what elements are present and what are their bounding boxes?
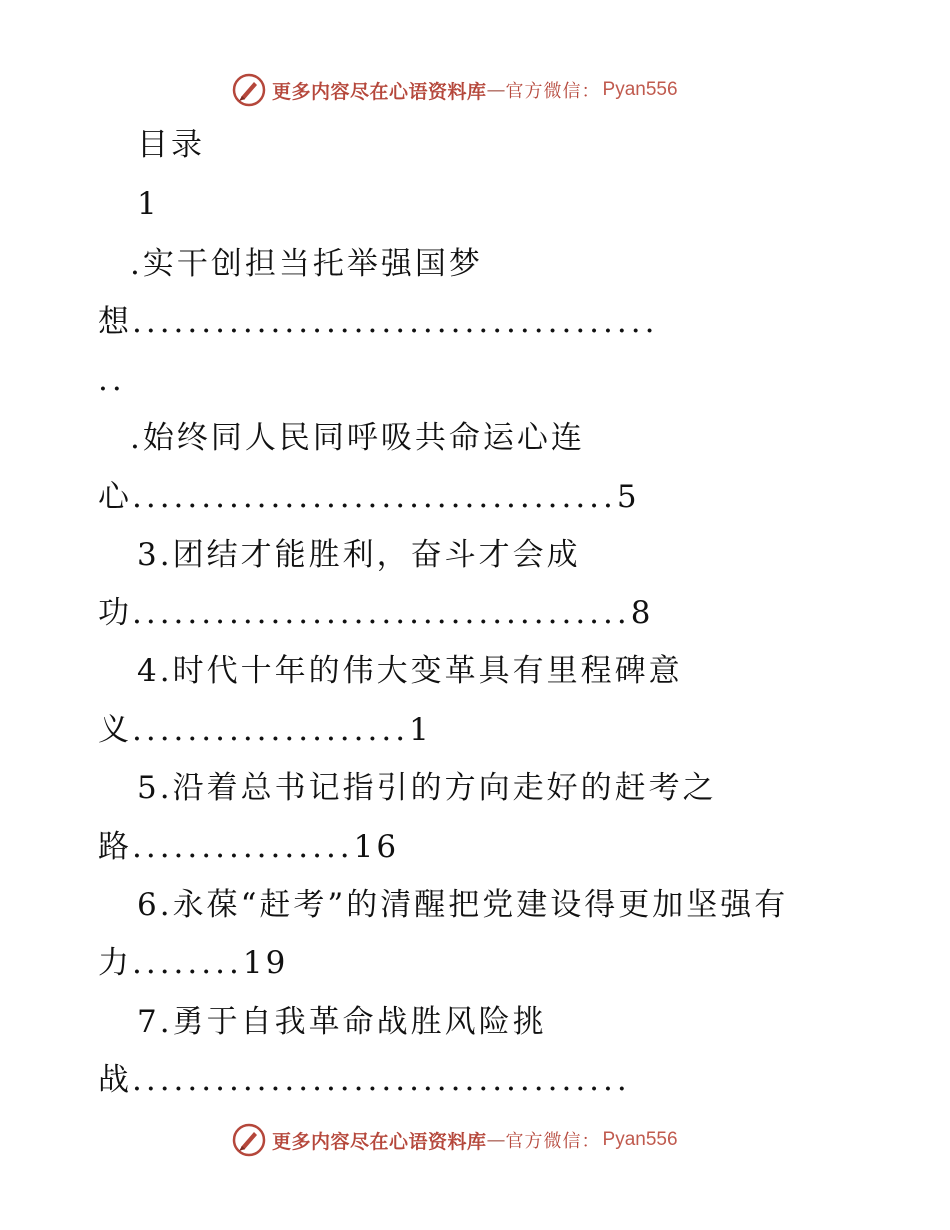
- toc-entry-tail: 义: [98, 712, 132, 748]
- toc-page-number: 1: [137, 186, 160, 222]
- toc-entry-tail: 想: [98, 304, 132, 340]
- toc-entry-tail: 战: [98, 1062, 132, 1098]
- toc-leader-dots: ......................................: [132, 304, 659, 340]
- toc-entry-tail: 力: [98, 945, 132, 981]
- toc-entry-leader: [98, 827, 399, 867]
- toc-entry-title: 5.沿着总书记指引的方向走好的赶考之: [137, 770, 717, 806]
- toc-entry-tail: 路: [98, 829, 132, 865]
- banner-brand: 更多内容尽在心语资料库: [272, 1130, 487, 1153]
- banner-wechat-label: 官方微信：: [505, 81, 601, 102]
- toc-entry-page: 8: [630, 595, 654, 631]
- toc-entry-title: .始终同人民同呼吸共命运心连: [130, 420, 585, 456]
- toc-entry-leader: [98, 593, 653, 633]
- toc-entry-leader: [98, 710, 432, 750]
- toc-entry-title: 7.勇于自我革命战胜风险挑: [137, 1004, 547, 1040]
- toc-entry-page: 19: [242, 945, 289, 981]
- toc-entry-tail: 功: [98, 595, 132, 631]
- banner-wechat-id: Pyan556: [602, 1129, 678, 1150]
- banner-brand: 更多内容尽在心语资料库: [272, 80, 487, 103]
- toc-entry-title: 3.团结才能胜利，奋斗才会成: [137, 537, 581, 573]
- toc-entry-leader: [98, 1060, 631, 1100]
- toc-leader-dots: ....................................: [132, 1062, 631, 1098]
- toc-entry-leader: [98, 943, 288, 983]
- footer-watermark: [232, 1120, 678, 1160]
- pen-logo-icon: [232, 1123, 266, 1157]
- toc-entry-page: 5: [616, 479, 640, 515]
- toc-leader-dots: ....................: [132, 712, 410, 748]
- toc-entry-title: 4.时代十年的伟大变革具有里程碑意: [137, 653, 683, 689]
- toc-title: 目录: [137, 127, 205, 163]
- toc-entry-tail: 心: [98, 479, 132, 515]
- toc-entry-title: .实干创担当托举强国梦: [130, 246, 483, 282]
- banner-separator: —: [486, 79, 506, 101]
- toc-entry-leader: [98, 477, 640, 517]
- toc-entry-page: 1: [409, 712, 432, 748]
- toc-leader-dots: ...................................: [132, 479, 617, 515]
- banner-separator: —: [486, 1129, 506, 1151]
- toc-entry-leader: [98, 302, 658, 342]
- toc-leader-dots: ....................................: [132, 595, 631, 631]
- banner-wechat-id: Pyan556: [602, 79, 678, 100]
- toc-leader-dots: ................: [132, 829, 354, 865]
- toc-leader-continuation: [98, 360, 126, 400]
- toc-entry-page: 16: [353, 829, 400, 865]
- toc-leader-dots: ..: [98, 362, 126, 398]
- toc-leader-dots: ........: [132, 945, 243, 981]
- banner-wechat-label: 官方微信：: [505, 1131, 601, 1152]
- toc-entry-title: 6.永葆“赶考”的清醒把党建设得更加坚强有: [137, 887, 789, 923]
